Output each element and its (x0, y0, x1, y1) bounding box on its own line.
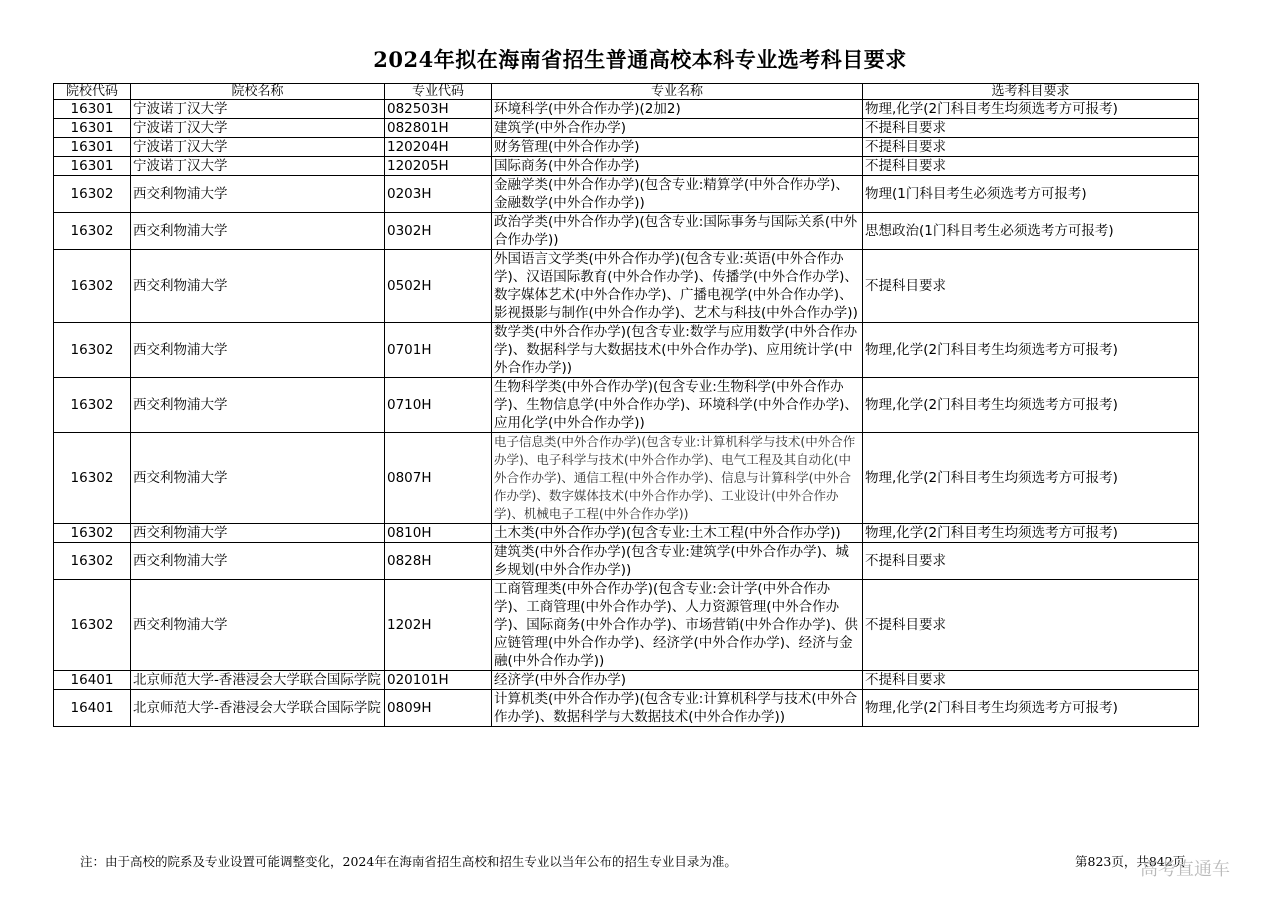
school-name-cell: 西交利物浦大学 (131, 213, 385, 250)
requirements-table (53, 83, 1199, 727)
table-row (54, 176, 1199, 213)
major-name-cell: 计算机类(中外合作办学)(包含专业:计算机科学与技术(中外合作办学)、数据科学与大数据技术(中外合作办学)) (492, 690, 863, 727)
requirement-cell: 不提科目要求 (863, 580, 1199, 671)
school-name-cell: 西交利物浦大学 (131, 378, 385, 433)
footer-note: 注：由于高校的院系及专业设置可能调整变化，2024年在海南省招生高校和招生专业以当年公布的招生专业目录为准。 (80, 854, 737, 869)
watermark-logo: 高考直通车 (1140, 859, 1230, 880)
header-requirement: 选考科目要求 (863, 84, 1199, 100)
requirement-cell: 不提科目要求 (863, 119, 1199, 138)
major-name-cell: 生物科学类(中外合作办学)(包含专业:生物科学(中外合作办学)、生物信息学(中外合作办学)、环境科学(中外合作办学)、应用化学(中外合作办学)) (492, 378, 863, 433)
table-row (54, 433, 1199, 524)
table-row (54, 378, 1199, 433)
school-name-cell: 西交利物浦大学 (131, 524, 385, 543)
requirement-cell: 物理,化学(2门科目考生均须选考方可报考) (863, 323, 1199, 378)
requirement-cell: 物理,化学(2门科目考生均须选考方可报考) (863, 378, 1199, 433)
school-code-cell: 16302 (54, 543, 131, 580)
school-name-cell: 西交利物浦大学 (131, 176, 385, 213)
major-name-cell: 经济学(中外合作办学) (492, 671, 863, 690)
requirement-cell: 物理,化学(2门科目考生均须选考方可报考) (863, 433, 1199, 524)
table-row (54, 100, 1199, 119)
major-name-cell: 外国语言文学类(中外合作办学)(包含专业:英语(中外合作办学)、汉语国际教育(中外合作办学)、传播学(中外合作办学)、数字媒体艺术(中外合作办学)、广播电视学(中外合作办学)、影视摄影与制作(中外合作办学)、艺术与科技(中外合作办学)) (492, 250, 863, 323)
school-code-cell: 16301 (54, 119, 131, 138)
header-school-code: 院校代码 (54, 84, 131, 100)
major-code-cell: 0807H (385, 433, 492, 524)
school-name-cell: 宁波诺丁汉大学 (131, 100, 385, 119)
major-code-cell: 0701H (385, 323, 492, 378)
table-header-row (54, 84, 1199, 100)
school-name-cell: 北京师范大学-香港浸会大学联合国际学院 (131, 671, 385, 690)
major-code-cell: 0203H (385, 176, 492, 213)
major-code-cell: 082801H (385, 119, 492, 138)
major-name-cell: 金融学类(中外合作办学)(包含专业:精算学(中外合作办学)、金融数学(中外合作办学)) (492, 176, 863, 213)
school-code-cell: 16302 (54, 250, 131, 323)
table-row (54, 213, 1199, 250)
school-name-cell: 北京师范大学-香港浸会大学联合国际学院 (131, 690, 385, 727)
school-code-cell: 16302 (54, 378, 131, 433)
table-row (54, 524, 1199, 543)
requirement-cell: 物理(1门科目考生必须选考方可报考) (863, 176, 1199, 213)
major-name-cell: 电子信息类(中外合作办学)(包含专业:计算机科学与技术(中外合作办学)、电子科学与技术(中外合作办学)、电气工程及其自动化(中外合作办学)、通信工程(中外合作办学)、信息与计算科学(中外合作办学)、数字媒体技术(中外合作办学)、工业设计(中外合作办学)、机械电子工程(中外合作办学)) (492, 433, 863, 524)
school-name-cell: 宁波诺丁汉大学 (131, 157, 385, 176)
major-code-cell: 0828H (385, 543, 492, 580)
requirement-cell: 不提科目要求 (863, 543, 1199, 580)
table-row (54, 690, 1199, 727)
major-name-cell: 政治学类(中外合作办学)(包含专业:国际事务与国际关系(中外合作办学)) (492, 213, 863, 250)
school-code-cell: 16302 (54, 524, 131, 543)
major-code-cell: 020101H (385, 671, 492, 690)
table-row (54, 580, 1199, 671)
requirement-cell: 不提科目要求 (863, 157, 1199, 176)
requirement-cell: 不提科目要求 (863, 250, 1199, 323)
school-code-cell: 16302 (54, 580, 131, 671)
school-code-cell: 16301 (54, 138, 131, 157)
school-name-cell: 宁波诺丁汉大学 (131, 138, 385, 157)
table-row (54, 543, 1199, 580)
school-code-cell: 16302 (54, 176, 131, 213)
page-title: 2024年拟在海南省招生普通高校本科专业选考科目要求 (373, 47, 907, 72)
requirement-cell: 思想政治(1门科目考生必须选考方可报考) (863, 213, 1199, 250)
requirement-cell: 不提科目要求 (863, 671, 1199, 690)
school-code-cell: 16302 (54, 433, 131, 524)
requirement-cell: 物理,化学(2门科目考生均须选考方可报考) (863, 524, 1199, 543)
header-major-code: 专业代码 (385, 84, 492, 100)
requirement-cell: 不提科目要求 (863, 138, 1199, 157)
major-code-cell: 082503H (385, 100, 492, 119)
table-row (54, 119, 1199, 138)
school-name-cell: 西交利物浦大学 (131, 323, 385, 378)
header-school-name: 院校名称 (131, 84, 385, 100)
school-name-cell: 宁波诺丁汉大学 (131, 119, 385, 138)
major-code-cell: 0810H (385, 524, 492, 543)
school-code-cell: 16302 (54, 323, 131, 378)
school-code-cell: 16301 (54, 100, 131, 119)
major-code-cell: 0302H (385, 213, 492, 250)
major-name-cell: 财务管理(中外合作办学) (492, 138, 863, 157)
table-row (54, 138, 1199, 157)
major-code-cell: 0502H (385, 250, 492, 323)
school-code-cell: 16302 (54, 213, 131, 250)
school-name-cell: 西交利物浦大学 (131, 543, 385, 580)
major-name-cell: 建筑类(中外合作办学)(包含专业:建筑学(中外合作办学)、城乡规划(中外合作办学)) (492, 543, 863, 580)
major-code-cell: 120204H (385, 138, 492, 157)
school-code-cell: 16401 (54, 690, 131, 727)
major-name-cell: 国际商务(中外合作办学) (492, 157, 863, 176)
major-code-cell: 0710H (385, 378, 492, 433)
table-row (54, 157, 1199, 176)
table-row (54, 323, 1199, 378)
header-major-name: 专业名称 (492, 84, 863, 100)
major-code-cell: 1202H (385, 580, 492, 671)
school-name-cell: 西交利物浦大学 (131, 580, 385, 671)
school-name-cell: 西交利物浦大学 (131, 250, 385, 323)
major-name-cell: 数学类(中外合作办学)(包含专业:数学与应用数学(中外合作办学)、数据科学与大数据技术(中外合作办学)、应用统计学(中外合作办学)) (492, 323, 863, 378)
requirement-cell: 物理,化学(2门科目考生均须选考方可报考) (863, 690, 1199, 727)
requirement-cell: 物理,化学(2门科目考生均须选考方可报考) (863, 100, 1199, 119)
table-row (54, 671, 1199, 690)
school-name-cell: 西交利物浦大学 (131, 433, 385, 524)
major-code-cell: 120205H (385, 157, 492, 176)
major-name-cell: 建筑学(中外合作办学) (492, 119, 863, 138)
major-code-cell: 0809H (385, 690, 492, 727)
major-name-cell: 工商管理类(中外合作办学)(包含专业:会计学(中外合作办学)、工商管理(中外合作办学)、人力资源管理(中外合作办学)、国际商务(中外合作办学)、市场营销(中外合作办学)、供应链管理(中外合作办学)、经济学(中外合作办学)、经济与金融(中外合作办学)) (492, 580, 863, 671)
school-code-cell: 16301 (54, 157, 131, 176)
table-row (54, 250, 1199, 323)
school-code-cell: 16401 (54, 671, 131, 690)
major-name-cell: 环境科学(中外合作办学)(2加2) (492, 100, 863, 119)
page-number: 第823页，共842页 (1075, 854, 1186, 869)
major-name-cell: 土木类(中外合作办学)(包含专业:土木工程(中外合作办学)) (492, 524, 863, 543)
